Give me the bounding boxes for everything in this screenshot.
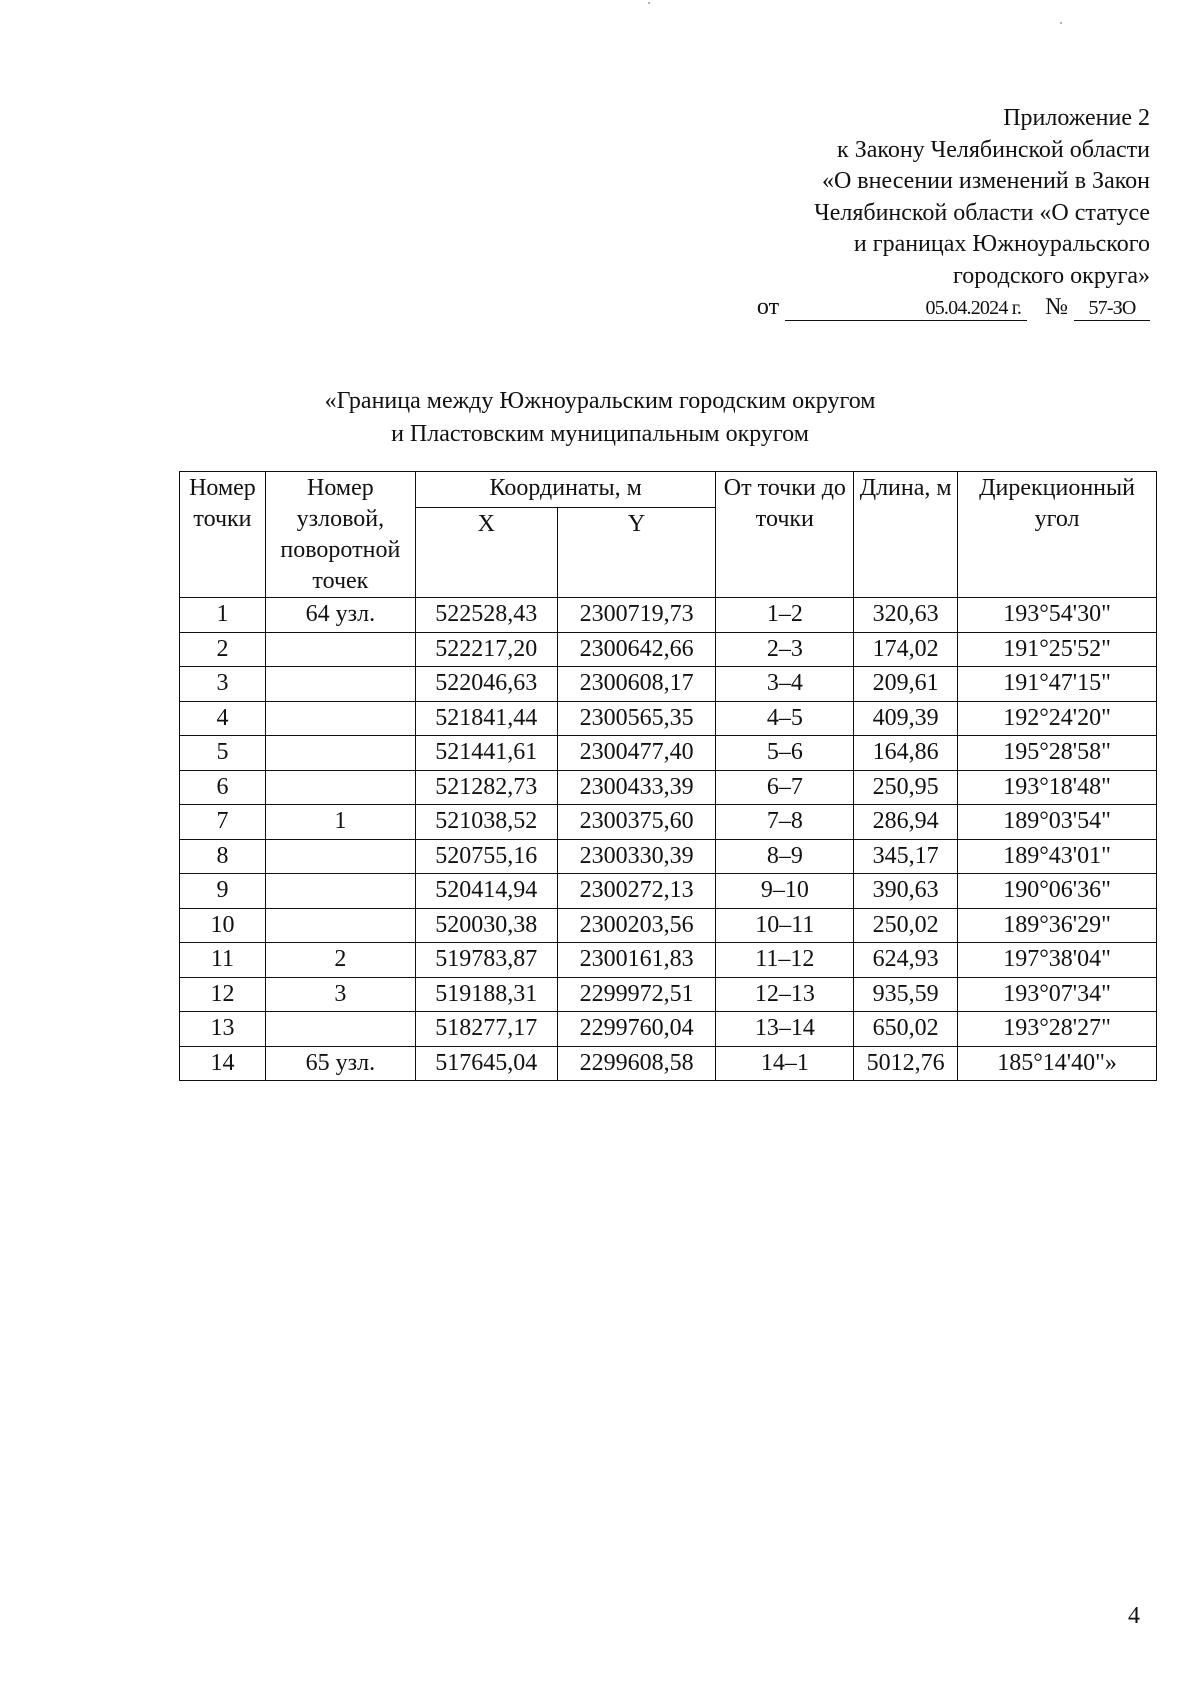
cell-length: 624,93 (854, 943, 958, 978)
cell-from-to: 2–3 (716, 632, 854, 667)
cell-node-number (265, 736, 415, 771)
cell-angle: 193°18'48" (958, 770, 1157, 805)
cell-from-to: 6–7 (716, 770, 854, 805)
cell-from-to: 14–1 (716, 1046, 854, 1081)
cell-angle: 197°38'04" (958, 943, 1157, 978)
header-node-number: Номер узловой, поворотной точек (265, 472, 415, 598)
cell-length: 935,59 (854, 977, 958, 1012)
header-point-number: Номер точки (180, 472, 266, 598)
cell-point-number: 1 (180, 598, 266, 633)
cell-from-to: 7–8 (716, 805, 854, 840)
cell-point-number: 12 (180, 977, 266, 1012)
cell-from-to: 5–6 (716, 736, 854, 771)
cell-length: 409,39 (854, 701, 958, 736)
cell-length: 209,61 (854, 667, 958, 702)
cell-length: 174,02 (854, 632, 958, 667)
cell-node-number (265, 701, 415, 736)
cell-node-number (265, 1012, 415, 1047)
title-line: и Пластовским муниципальным округом (391, 421, 809, 447)
cell-node-number (265, 908, 415, 943)
appendix-header (590, 103, 1150, 324)
appendix-line: Челябинской области «О статусе (814, 199, 1150, 226)
header-length: Длина, м (854, 472, 958, 598)
cell-x: 522528,43 (415, 598, 557, 633)
table-row (180, 701, 1157, 736)
appendix-line: городского округа» (953, 262, 1150, 289)
table-row (180, 1012, 1157, 1047)
cell-point-number: 10 (180, 908, 266, 943)
cell-y: 2300565,35 (557, 701, 716, 736)
cell-angle: 193°28'27" (958, 1012, 1157, 1047)
cell-from-to: 3–4 (716, 667, 854, 702)
cell-x: 518277,17 (415, 1012, 557, 1047)
cell-angle: 193°07'34" (958, 977, 1157, 1012)
cell-x: 520755,16 (415, 839, 557, 874)
cell-length: 390,63 (854, 874, 958, 909)
header-coordinates: Координаты, м (415, 472, 716, 508)
cell-x: 519783,87 (415, 943, 557, 978)
appendix-line: и границах Южноуральского (853, 231, 1150, 257)
table-row (180, 805, 1157, 840)
table-row (180, 736, 1157, 771)
cell-point-number: 13 (180, 1012, 266, 1047)
cell-y: 2300203,56 (557, 908, 716, 943)
cell-node-number (265, 770, 415, 805)
table-row (180, 839, 1157, 874)
cell-x: 517645,04 (415, 1046, 557, 1081)
cell-length: 250,95 (854, 770, 958, 805)
table-row (180, 632, 1157, 667)
cell-point-number: 2 (180, 632, 266, 667)
cell-from-to: 1–2 (716, 598, 854, 633)
cell-point-number: 7 (180, 805, 266, 840)
scan-speck (648, 2, 650, 4)
cell-y: 2300719,73 (557, 598, 716, 633)
cell-point-number: 11 (180, 943, 266, 978)
cell-node-number (265, 632, 415, 667)
cell-angle: 189°03'54" (958, 805, 1157, 840)
cell-y: 2300608,17 (557, 667, 716, 702)
boundary-table (179, 471, 1157, 1081)
table-row (180, 1046, 1157, 1081)
cell-length: 320,63 (854, 598, 958, 633)
cell-point-number: 8 (180, 839, 266, 874)
cell-from-to: 9–10 (716, 874, 854, 909)
document-title (0, 385, 1200, 451)
cell-angle: 191°47'15" (958, 667, 1157, 702)
cell-angle: 193°54'30" (958, 598, 1157, 633)
cell-node-number: 65 узл. (265, 1046, 415, 1081)
cell-point-number: 4 (180, 701, 266, 736)
cell-angle: 189°43'01" (958, 839, 1157, 874)
cell-length: 345,17 (854, 839, 958, 874)
cell-from-to: 10–11 (716, 908, 854, 943)
header-x: X (415, 508, 557, 598)
cell-length: 286,94 (854, 805, 958, 840)
header-from-to: От точки до точки (716, 472, 854, 598)
number-prefix: № (1045, 294, 1068, 320)
cell-x: 521841,44 (415, 701, 557, 736)
cell-angle: 185°14'40"» (958, 1046, 1157, 1081)
header-y: Y (557, 508, 716, 598)
cell-x: 521038,52 (415, 805, 557, 840)
cell-x: 520414,94 (415, 874, 557, 909)
law-date: 05.04.2024 г. (785, 296, 1027, 321)
cell-x: 522217,20 (415, 632, 557, 667)
table-row (180, 770, 1157, 805)
cell-node-number (265, 667, 415, 702)
cell-length: 650,02 (854, 1012, 958, 1047)
cell-y: 2300272,13 (557, 874, 716, 909)
cell-y: 2300375,60 (557, 805, 716, 840)
cell-length: 164,86 (854, 736, 958, 771)
cell-from-to: 8–9 (716, 839, 854, 874)
cell-node-number (265, 839, 415, 874)
cell-y: 2300330,39 (557, 839, 716, 874)
cell-point-number: 9 (180, 874, 266, 909)
cell-from-to: 12–13 (716, 977, 854, 1012)
cell-y: 2299972,51 (557, 977, 716, 1012)
table-row (180, 977, 1157, 1012)
header-angle: Дирекционный угол (958, 472, 1157, 598)
cell-node-number (265, 874, 415, 909)
cell-y: 2300161,83 (557, 943, 716, 978)
law-number: 57-ЗО (1074, 296, 1150, 321)
cell-y: 2299760,04 (557, 1012, 716, 1047)
appendix-line: к Закону Челябинской области (837, 136, 1150, 163)
cell-node-number: 1 (265, 805, 415, 840)
cell-y: 2300433,39 (557, 770, 716, 805)
table-row (180, 943, 1157, 978)
cell-length: 250,02 (854, 908, 958, 943)
cell-angle: 190°06'36" (958, 874, 1157, 909)
scan-speck (1060, 22, 1062, 24)
table-row (180, 667, 1157, 702)
cell-node-number: 64 узл. (265, 598, 415, 633)
page-number: 4 (1128, 1603, 1140, 1629)
cell-x: 522046,63 (415, 667, 557, 702)
appendix-line: «О внесении изменений в Закон (821, 168, 1150, 194)
cell-x: 521282,73 (415, 770, 557, 805)
date-prefix: от (756, 294, 780, 320)
title-line: «Граница между Южноуральским городским округом (324, 388, 876, 414)
cell-angle: 192°24'20" (958, 701, 1157, 736)
table-row (180, 598, 1157, 633)
cell-x: 520030,38 (415, 908, 557, 943)
cell-from-to: 13–14 (716, 1012, 854, 1047)
cell-node-number: 3 (265, 977, 415, 1012)
cell-angle: 191°25'52" (958, 632, 1157, 667)
cell-x: 519188,31 (415, 977, 557, 1012)
cell-angle: 195°28'58" (958, 736, 1157, 771)
cell-point-number: 6 (180, 770, 266, 805)
table-row (180, 874, 1157, 909)
cell-from-to: 4–5 (716, 701, 854, 736)
cell-node-number: 2 (265, 943, 415, 978)
table-row (180, 908, 1157, 943)
cell-point-number: 3 (180, 667, 266, 702)
appendix-line: Приложение 2 (1003, 105, 1150, 131)
law-date-line (590, 292, 1150, 324)
cell-y: 2300642,66 (557, 632, 716, 667)
cell-x: 521441,61 (415, 736, 557, 771)
cell-length: 5012,76 (854, 1046, 958, 1081)
cell-from-to: 11–12 (716, 943, 854, 978)
cell-y: 2300477,40 (557, 736, 716, 771)
cell-point-number: 5 (180, 736, 266, 771)
cell-point-number: 14 (180, 1046, 266, 1081)
cell-y: 2299608,58 (557, 1046, 716, 1081)
cell-angle: 189°36'29" (958, 908, 1157, 943)
